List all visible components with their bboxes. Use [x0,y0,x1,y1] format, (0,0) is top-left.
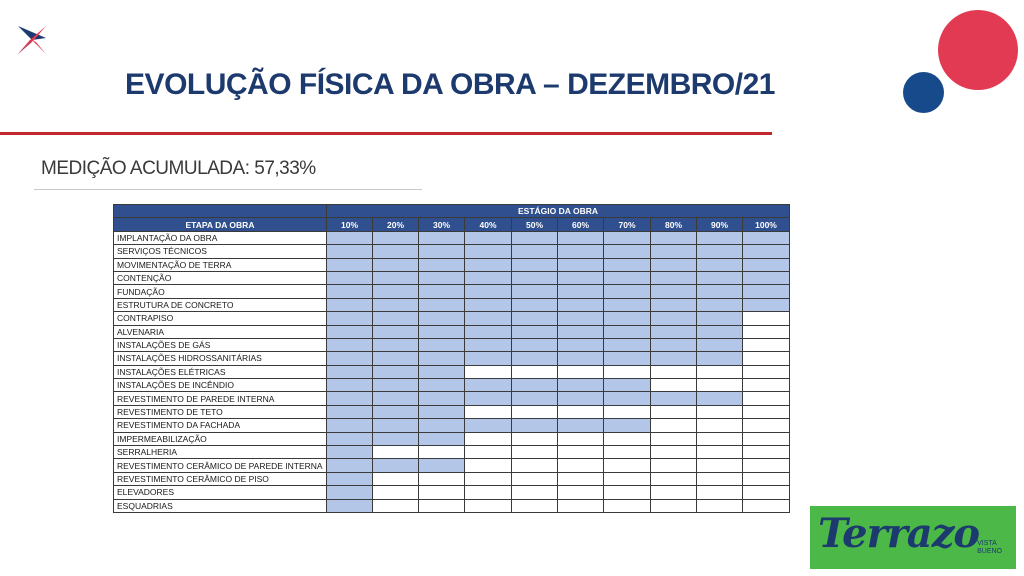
stage-label: REVESTIMENTO DA FACHADA [114,419,327,432]
progress-cell-filled [419,352,465,365]
stage-label: INSTALAÇÕES ELÉTRICAS [114,365,327,378]
progress-cell-filled [512,271,558,284]
progress-cell-filled [697,245,743,258]
progress-cell-filled [327,472,373,485]
brand-tagline-line2: BUENO [977,548,1002,555]
progress-cell-empty [743,499,790,512]
progress-cell-empty [651,486,697,499]
progress-cell-filled [373,231,419,244]
progress-cell-filled [373,271,419,284]
progress-cell-empty [512,446,558,459]
progress-cell-filled [604,379,651,392]
table-row [114,432,790,445]
progress-cell-filled [558,325,604,338]
progress-cell-empty [465,446,512,459]
progress-cell-filled [327,245,373,258]
progress-cell-filled [604,245,651,258]
progress-cell-filled [651,352,697,365]
progress-cell-empty [604,365,651,378]
progress-cell-empty [697,432,743,445]
progress-cell-filled [558,338,604,351]
stage-label: CONTENÇÃO [114,271,327,284]
progress-cell-filled [651,271,697,284]
progress-cell-filled [327,325,373,338]
stage-column-header: ETAPA DA OBRA [114,218,327,231]
progress-cell-empty [373,499,419,512]
progress-cell-empty [697,419,743,432]
progress-cell-filled [327,379,373,392]
progress-cell-filled [512,392,558,405]
progress-cell-empty [604,432,651,445]
progress-cell-filled [651,231,697,244]
terrazo-logo [810,506,1016,569]
brand-name: Terrazo [818,510,980,557]
progress-cell-empty [465,365,512,378]
progress-cell-filled [419,231,465,244]
progress-cell-filled [465,285,512,298]
progress-cell-filled [512,298,558,311]
progress-cell-filled [697,392,743,405]
progress-cell-filled [743,271,790,284]
progress-cell-filled [558,352,604,365]
progress-cell-filled [743,231,790,244]
progress-cell-filled [651,312,697,325]
progress-cell-filled [512,419,558,432]
brand-tagline-line1: VISTA [977,540,997,547]
progress-cell-empty [743,432,790,445]
progress-cell-filled [327,312,373,325]
progress-cell-empty [465,405,512,418]
progress-cell-empty [743,486,790,499]
progress-cell-filled [373,392,419,405]
progress-cell-empty [697,379,743,392]
progress-cell-filled [419,325,465,338]
progress-cell-filled [327,405,373,418]
stage-label: INSTALAÇÕES HIDROSSANITÁRIAS [114,352,327,365]
progress-cell-filled [419,365,465,378]
table-row [114,325,790,338]
table-row [114,486,790,499]
progress-cell-filled [558,379,604,392]
progress-cell-filled [558,392,604,405]
progress-cell-filled [465,338,512,351]
stage-label: REVESTIMENTO DE TETO [114,405,327,418]
progress-cell-filled [697,231,743,244]
progress-cell-empty [697,459,743,472]
table-row [114,245,790,258]
progress-cell-empty [743,312,790,325]
progress-cell-filled [512,352,558,365]
brand-tagline [977,540,1002,556]
progress-cell-empty [558,446,604,459]
progress-cell-empty [604,486,651,499]
progress-cell-filled [512,338,558,351]
progress-cell-filled [373,312,419,325]
progress-cell-filled [743,258,790,271]
progress-cell-empty [697,499,743,512]
progress-cell-filled [327,271,373,284]
progress-cell-filled [373,285,419,298]
progress-cell-empty [558,499,604,512]
progress-cell-filled [558,419,604,432]
progress-cell-filled [419,419,465,432]
progress-cell-filled [651,258,697,271]
decorative-red-circle [938,10,1018,90]
progress-cell-filled [743,245,790,258]
progress-cell-filled [651,338,697,351]
progress-cell-filled [604,338,651,351]
progress-cell-empty [373,486,419,499]
progress-cell-filled [512,325,558,338]
progress-cell-filled [327,231,373,244]
progress-cell-filled [419,432,465,445]
progress-cell-filled [465,379,512,392]
progress-cell-filled [651,298,697,311]
stage-label: FUNDAÇÃO [114,285,327,298]
progress-cell-filled [651,285,697,298]
progress-cell-empty [743,405,790,418]
table-row [114,392,790,405]
blank-header-cell [114,205,327,218]
progress-cell-filled [558,258,604,271]
progress-cell-filled [327,338,373,351]
progress-cell-filled [373,352,419,365]
stage-label: IMPLANTAÇÃO DA OBRA [114,231,327,244]
progress-cell-filled [419,271,465,284]
progress-cell-filled [327,446,373,459]
progress-cell-filled [697,258,743,271]
progress-cell-empty [604,405,651,418]
progress-cell-filled [604,298,651,311]
progress-cell-empty [697,472,743,485]
table-row [114,419,790,432]
progress-cell-filled [465,245,512,258]
progress-cell-filled [419,392,465,405]
subtitle-divider [34,189,422,190]
stage-percent-header: 70% [604,218,651,231]
progress-cell-empty [651,379,697,392]
progress-cell-filled [419,379,465,392]
progress-cell-filled [604,271,651,284]
progress-cell-filled [558,271,604,284]
stage-percent-header: 10% [327,218,373,231]
progress-cell-filled [419,298,465,311]
company-logo-icon [16,24,48,56]
progress-cell-empty [558,472,604,485]
progress-cell-empty [604,459,651,472]
stage-label: REVESTIMENTO DE PAREDE INTERNA [114,392,327,405]
progress-cell-empty [697,486,743,499]
progress-cell-filled [558,245,604,258]
stage-percent-header: 90% [697,218,743,231]
stage-percent-header: 60% [558,218,604,231]
table-row [114,472,790,485]
progress-cell-empty [743,338,790,351]
progress-cell-empty [558,365,604,378]
progress-cell-filled [327,298,373,311]
progress-cell-filled [465,325,512,338]
progress-cell-filled [465,258,512,271]
progress-cell-filled [419,459,465,472]
progress-cell-filled [512,258,558,271]
stage-group-header: ESTÁGIO DA OBRA [327,205,790,218]
progress-cell-empty [743,472,790,485]
table-row [114,499,790,512]
progress-cell-empty [558,432,604,445]
progress-cell-filled [373,432,419,445]
progress-cell-filled [373,298,419,311]
stage-label: REVESTIMENTO CERÂMICO DE PISO [114,472,327,485]
progress-cell-empty [373,446,419,459]
progress-cell-empty [512,486,558,499]
progress-cell-filled [373,325,419,338]
progress-cell-filled [604,325,651,338]
progress-cell-empty [743,446,790,459]
progress-cell-empty [419,499,465,512]
progress-cell-filled [327,419,373,432]
progress-cell-empty [558,405,604,418]
progress-cell-filled [604,352,651,365]
progress-cell-filled [512,231,558,244]
progress-cell-filled [327,365,373,378]
progress-cell-filled [419,338,465,351]
progress-cell-filled [327,432,373,445]
progress-cell-filled [327,486,373,499]
progress-cell-filled [373,258,419,271]
progress-cell-filled [697,325,743,338]
progress-cell-filled [697,338,743,351]
progress-cell-empty [373,472,419,485]
stage-label: INSTALAÇÕES DE GÁS [114,338,327,351]
progress-cell-empty [419,472,465,485]
progress-cell-empty [558,459,604,472]
progress-cell-empty [743,419,790,432]
page-title: EVOLUÇÃO FÍSICA DA OBRA – DEZEMBRO/21 [125,68,775,101]
progress-cell-filled [327,499,373,512]
table-row [114,459,790,472]
progress-cell-filled [419,245,465,258]
stage-percent-header: 30% [419,218,465,231]
progress-cell-filled [465,419,512,432]
progress-cell-filled [465,298,512,311]
table-row [114,352,790,365]
progress-cell-empty [419,486,465,499]
table-row [114,271,790,284]
progress-cell-filled [327,352,373,365]
progress-cell-filled [373,365,419,378]
progress-cell-filled [651,392,697,405]
progress-cell-filled [373,245,419,258]
stage-label: ESTRUTURA DE CONCRETO [114,298,327,311]
progress-cell-empty [512,499,558,512]
stage-percent-header: 40% [465,218,512,231]
progress-cell-filled [604,392,651,405]
progress-cell-filled [558,312,604,325]
progress-cell-empty [651,459,697,472]
progress-cell-filled [327,258,373,271]
cumulative-measurement-label: MEDIÇÃO ACUMULADA: 57,33% [41,158,316,179]
progress-cell-empty [651,405,697,418]
stage-percent-header: 20% [373,218,419,231]
progress-cell-empty [651,419,697,432]
progress-cell-filled [697,298,743,311]
progress-cell-filled [419,312,465,325]
stage-label: ESQUADRIAS [114,499,327,512]
progress-cell-empty [743,325,790,338]
progress-cell-filled [604,312,651,325]
progress-cell-filled [373,405,419,418]
progress-cell-filled [419,405,465,418]
table-row [114,258,790,271]
progress-cell-filled [697,352,743,365]
progress-cell-filled [604,231,651,244]
progress-cell-filled [651,245,697,258]
stage-label: CONTRAPISO [114,312,327,325]
table-row [114,405,790,418]
progress-cell-filled [558,231,604,244]
progress-cell-filled [419,258,465,271]
progress-cell-filled [465,231,512,244]
table-row [114,312,790,325]
progress-cell-empty [743,392,790,405]
progress-cell-empty [465,499,512,512]
progress-cell-filled [512,379,558,392]
progress-cell-empty [465,459,512,472]
progress-cell-empty [604,446,651,459]
progress-cell-filled [697,271,743,284]
progress-cell-empty [465,472,512,485]
progress-cell-empty [743,379,790,392]
progress-cell-filled [465,392,512,405]
progress-cell-empty [651,446,697,459]
progress-cell-empty [465,432,512,445]
stage-label: ELEVADORES [114,486,327,499]
progress-cell-filled [604,258,651,271]
progress-cell-filled [512,285,558,298]
stage-label: SERVIÇOS TÉCNICOS [114,245,327,258]
table-row [114,285,790,298]
stage-label: SERRALHERIA [114,446,327,459]
progress-cell-filled [327,285,373,298]
table-row [114,365,790,378]
progress-cell-empty [743,365,790,378]
table-row [114,446,790,459]
progress-cell-filled [465,271,512,284]
progress-cell-filled [465,352,512,365]
table-row [114,379,790,392]
title-divider [0,132,772,135]
stage-percent-header: 50% [512,218,558,231]
stage-label: ALVENARIA [114,325,327,338]
progress-cell-empty [651,365,697,378]
progress-cell-empty [512,365,558,378]
stage-label: REVESTIMENTO CERÂMICO DE PAREDE INTERNA [114,459,327,472]
progress-cell-filled [604,419,651,432]
progress-cell-filled [697,312,743,325]
progress-cell-filled [419,285,465,298]
progress-cell-empty [743,459,790,472]
progress-cell-empty [512,405,558,418]
progress-cell-filled [512,312,558,325]
progress-cell-empty [651,472,697,485]
progress-cell-filled [373,419,419,432]
stage-percent-header: 100% [743,218,790,231]
progress-cell-filled [604,285,651,298]
table-row [114,338,790,351]
decorative-blue-circle [903,72,944,113]
progress-cell-filled [327,392,373,405]
progress-cell-filled [373,459,419,472]
progress-cell-filled [697,285,743,298]
progress-cell-filled [373,338,419,351]
progress-cell-filled [743,298,790,311]
progress-cell-filled [651,325,697,338]
stage-label: IMPERMEABILIZAÇÃO [114,432,327,445]
table-row [114,298,790,311]
progress-cell-filled [373,379,419,392]
stage-percent-header: 80% [651,218,697,231]
progress-cell-filled [512,245,558,258]
progress-cell-filled [743,285,790,298]
progress-cell-empty [604,472,651,485]
progress-cell-empty [743,352,790,365]
progress-table [113,204,790,513]
progress-cell-filled [465,312,512,325]
stage-label: INSTALAÇÕES DE INCÊNDIO [114,379,327,392]
progress-cell-empty [558,486,604,499]
progress-cell-empty [651,432,697,445]
stage-label: MOVIMENTAÇÃO DE TERRA [114,258,327,271]
progress-cell-filled [558,298,604,311]
progress-cell-empty [419,446,465,459]
progress-cell-empty [512,432,558,445]
progress-cell-empty [604,499,651,512]
progress-cell-empty [512,459,558,472]
progress-cell-empty [697,365,743,378]
progress-cell-empty [697,405,743,418]
progress-cell-filled [558,285,604,298]
progress-cell-filled [327,459,373,472]
progress-cell-empty [697,446,743,459]
progress-cell-empty [651,499,697,512]
progress-cell-empty [465,486,512,499]
progress-cell-empty [512,472,558,485]
table-row [114,231,790,244]
